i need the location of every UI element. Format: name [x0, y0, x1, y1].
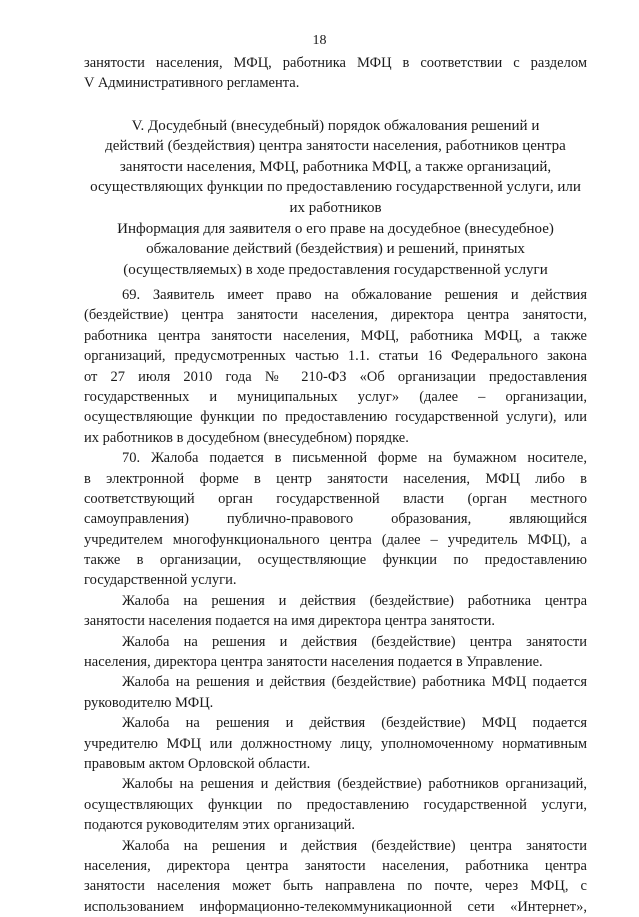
- sub-heading-line: Информация для заявителя о его праве на досудебное (внесудебное): [117, 221, 554, 237]
- body-line: использованием информационно-телекоммуникационной сети «Интернет»,: [84, 898, 587, 915]
- body-line: Жалобы на решения и действия (бездействие) работников организаций,: [122, 776, 587, 793]
- sub-heading-line: обжалование действий (бездействия) и решений, принятых: [146, 241, 525, 258]
- body-line: осуществляющие функции по предоставлению государственной услуги), или: [84, 409, 587, 426]
- section-heading-line: V. Досудебный (внесудебный) порядок обжалования решений и: [131, 118, 540, 134]
- body-line: (бездействие) центра занятости населения, директора центра занятости,: [84, 307, 587, 324]
- body-line: подаются руководителям этих организаций.: [84, 817, 356, 834]
- body-line: правовым актом Орловской области.: [84, 755, 311, 772]
- body-line: организаций, предусмотренных частью 1.1. статьи 16 Федерального закона: [84, 348, 587, 365]
- body-line: государственной услуги.: [84, 572, 237, 589]
- body-line: 69. Заявитель имеет право на обжалование решения и действия: [122, 287, 587, 303]
- section-heading: [84, 116, 587, 218]
- body-line: учредителю МФЦ или должностному лицу, уполномоченному нормативным: [84, 735, 587, 752]
- body-line: 70. Жалоба подается в письменной форме на бумажном носителе,: [122, 450, 587, 467]
- body-line: соответствующий орган государственной власти (орган местного: [84, 490, 587, 507]
- body-line: Жалоба на решения и действия (бездействие) центра занятости: [122, 837, 587, 854]
- body-line: от 27 июля 2010 года № 210-ФЗ «Об организации предоставления: [84, 368, 587, 385]
- body-line: самоуправления) публично-правового образования, являющийся: [84, 511, 587, 528]
- section-heading-line: осуществляющих функции по предоставлению государственной услуги, или: [90, 179, 581, 196]
- body-line: учредителем многофункционального центра (далее – учредитель МФЦ), а: [84, 531, 587, 548]
- intro-paragraph: [84, 53, 587, 94]
- sub-heading-line: (осуществляемых) в ходе предоставления государственной услуги: [123, 261, 548, 278]
- sub-heading: [84, 219, 587, 280]
- section-heading-line: действий (бездействия) центра занятости населения, работников центра: [105, 138, 566, 155]
- body-line: осуществляющих функции по предоставлению государственной услуги,: [84, 796, 587, 813]
- body-line: работника центра занятости населения, МФЦ, работника МФЦ, а также: [84, 327, 587, 344]
- body-text: [84, 285, 587, 917]
- section-heading-line: их работников: [289, 199, 382, 216]
- intro-line: V Административного регламента.: [84, 75, 300, 92]
- body-line: в электронной форме в центр занятости населения, МФЦ либо в: [84, 470, 587, 487]
- intro-line: занятости населения, МФЦ, работника МФЦ в соответствии с разделом: [84, 55, 587, 71]
- body-line: Жалоба на решения и действия (бездействие) центра занятости: [122, 633, 587, 650]
- body-line: занятости населения может быть направлена по почте, через МФЦ, с: [84, 878, 587, 895]
- body-line: их работников в досудебном (внесудебном) порядке.: [84, 429, 409, 446]
- section-heading-line: занятости населения, МФЦ, работника МФЦ, а также организаций,: [119, 158, 552, 175]
- page-number: 18: [312, 33, 327, 48]
- body-line: населения, директора центра занятости населения подается в Управление.: [84, 654, 543, 671]
- body-line: Жалоба на решения и действия (бездействие) работника МФЦ подается: [122, 674, 587, 691]
- body-line: занятости населения подается на имя директора центра занятости.: [84, 613, 496, 630]
- body-line: населения, директора центра занятости населения, работника центра: [84, 857, 587, 874]
- body-line: государственных и муниципальных услуг» (далее – организации,: [84, 388, 587, 405]
- body-line: руководителю МФЦ.: [84, 694, 214, 711]
- body-line: Жалоба на решения и действия (бездействие) МФЦ подается: [122, 715, 587, 732]
- body-line: Жалоба на решения и действия (бездействие) работника центра: [122, 592, 587, 609]
- body-line: также в организации, осуществляющие функции по предоставлению: [84, 552, 587, 569]
